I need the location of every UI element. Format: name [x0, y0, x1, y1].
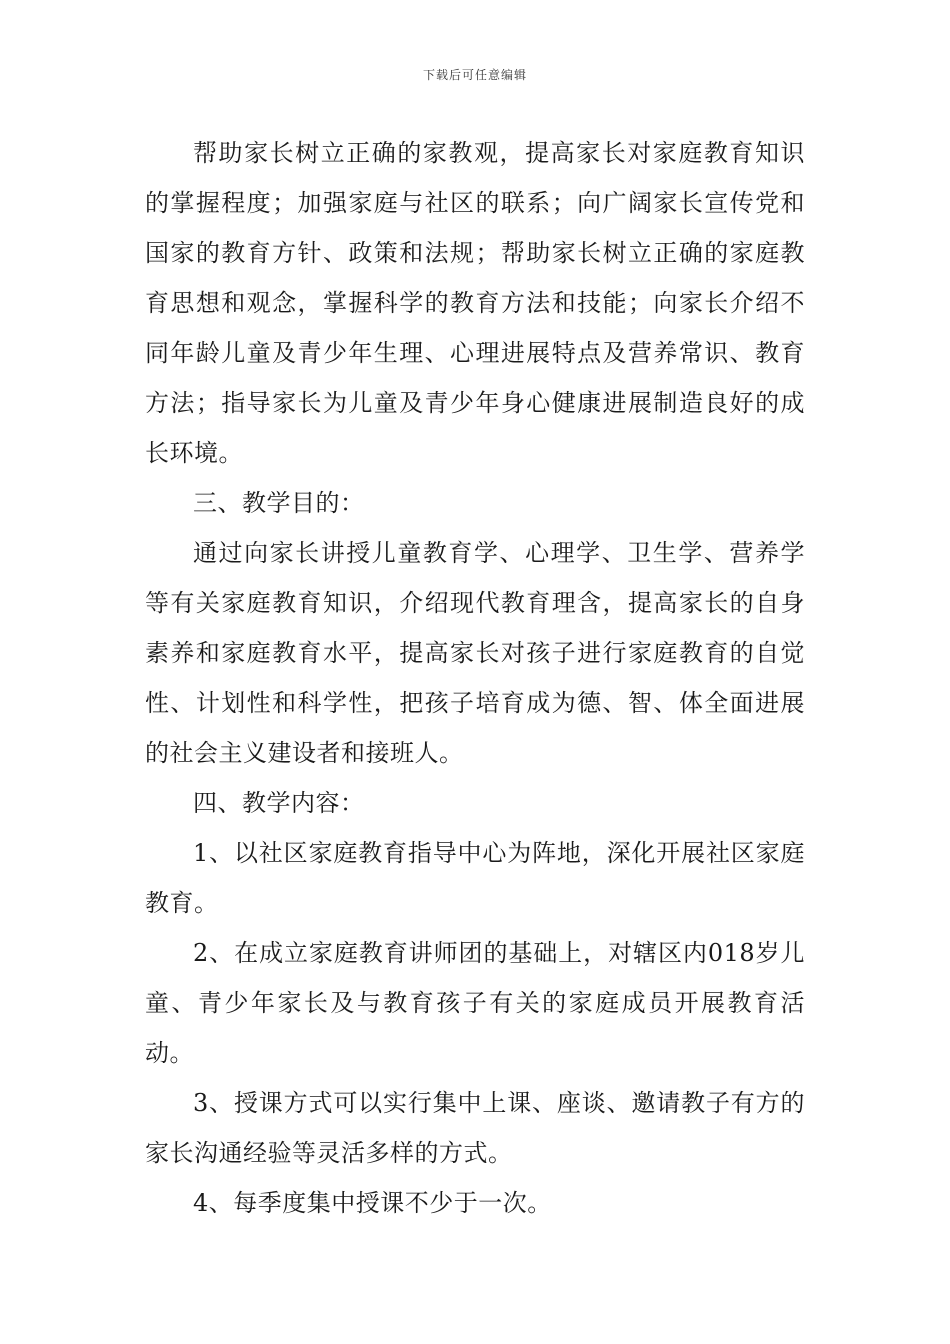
list-item-3: 3、授课方式可以实行集中上课、座谈、邀请教子有方的家长沟通经验等灵活多样的方式。	[145, 1089, 805, 1167]
section-heading-teaching-purpose: 三、教学目的：	[193, 489, 365, 517]
section-heading-teaching-content: 四、教学内容：	[193, 789, 365, 817]
paragraph-goals-detail: 帮助家长树立正确的家教观，提高家长对家庭教育知识的掌握程度；加强家庭与社区的联系；向广阔家长宣传党和国家的教育方针、政策和法规；帮助家长树立正确的家庭教育思想和观念，掌握科学的教育方法和技能；向家长介绍不同年龄儿童及青少年生理、心理进展特点及营养常识、教育方法；指导家长为儿童及青少年身心健康进展制造良好的成长环境。	[145, 139, 805, 467]
paragraph-teaching-purpose: 通过向家长讲授儿童教育学、心理学、卫生学、营养学等有关家庭教育知识，介绍现代教育理含，提高家长的自身素养和家庭教育水平，提高家长对孩子进行家庭教育的自觉性、计划性和科学性，把孩子培育成为德、智、体全面进展的社会主义建设者和接班人。	[145, 539, 805, 767]
list-item-4: 4、每季度集中授课不少于一次。	[193, 1189, 552, 1217]
list-item-2: 2、在成立家庭教育讲师团的基础上，对辖区内018岁儿童、青少年家长及与教育孩子有关的家庭成员开展教育活动。	[145, 939, 805, 1067]
list-item-1: 1、以社区家庭教育指导中心为阵地，深化开展社区家庭教育。	[145, 839, 805, 917]
document-body	[145, 128, 805, 1228]
header-note: 下载后可任意编辑	[422, 68, 527, 82]
